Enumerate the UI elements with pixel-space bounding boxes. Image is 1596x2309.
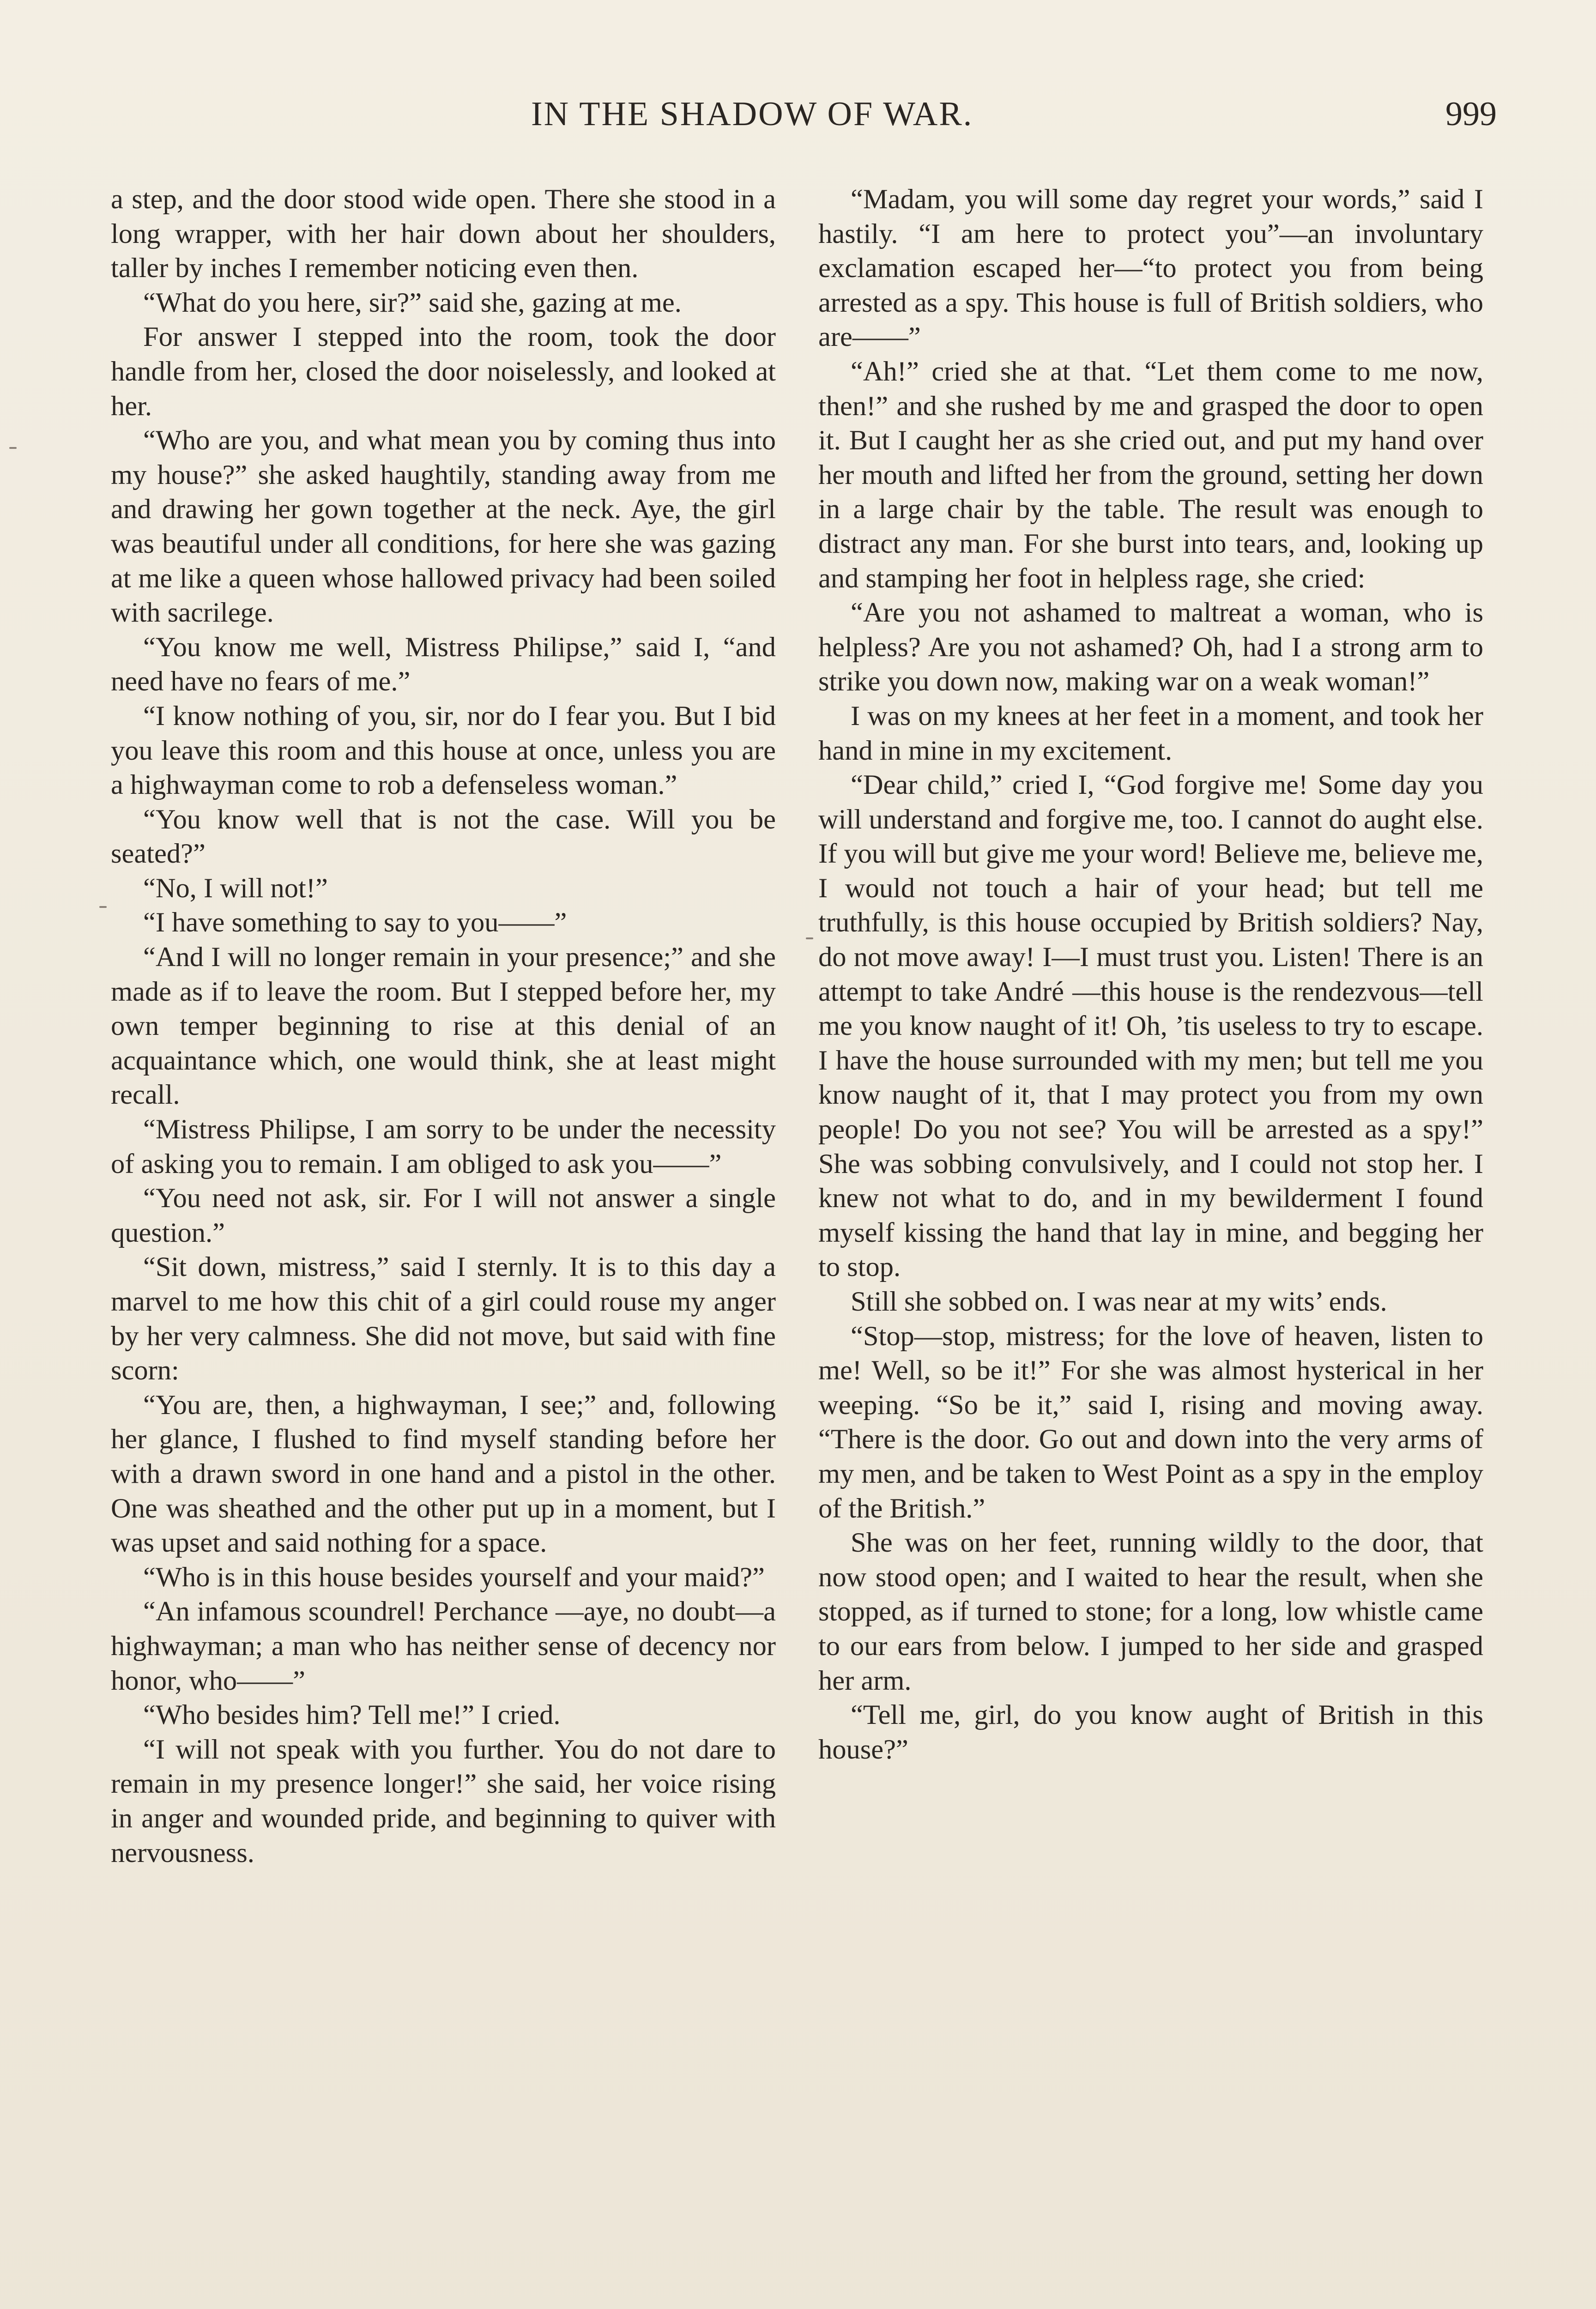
paragraph: She was on her feet, running wildly to the door, that now stood open; and I waited to hear the result, when she stopped, as if turned to stone; for a long, low whistle came to our ears from below. I jumped to her side and grasped her arm. <box>818 1527 1483 1696</box>
paragraph: “Who is in this house besides yourself and your maid?” <box>143 1561 765 1593</box>
paragraph: “Stop—stop, mistress; for the love of heaven, listen to me! Well, so be it!” For she was almost hysterical in her weeping. “So be it,” said I, rising and moving away. “There is the door. Go out and down into the very arms of my men, and be taken to West Point as a spy in the employ of the British.” <box>818 1320 1483 1524</box>
paragraph: “Sit down, mistress,” said I sternly. It is to this day a marvel to me how this chit of a girl could rouse my anger by her very calmness. She did not move, but said with fine scorn: <box>111 1251 776 1386</box>
paragraph: “And I will no longer remain in your presence;” and she made as if to leave the room. But I stepped before her, my own temper beginning to rise at this denial of an acquaintance which, one would think, she at least might recall. <box>111 942 776 1111</box>
paragraph: “What do you here, sir?” said she, gazing at me. <box>143 287 682 318</box>
paragraph: “Ah!” cried she at that. “Let them come to me now, then!” and she rushed by me and grasped the door to open it. But I caught her as she cried out, and put my hand over her mouth and lifted her from the ground, setting her down in a large chair by the table. The result was enough to distract any man. For she burst into tears, and, looking up and stamping her foot in helpless rage, she cried: <box>818 356 1483 594</box>
paragraph: “Who are you, and what mean you by coming thus into my house?” she asked haughtily, standing away from me and drawing her gown together at the neck. Aye, the girl was beautiful under all conditions, for here she was gazing at me like a queen whose hallowed privacy had been soiled with sacrilege. <box>111 425 776 629</box>
margin-speck <box>9 447 17 449</box>
paragraph: “Madam, you will some day regret your words,” said I hastily. “I am here to protect you”—an involuntary exclamation escaped her—“to protect you from being arrested as a spy. This house is full of British soldiers, who are——” <box>818 184 1483 353</box>
paragraph: “You need not ask, sir. For I will not answer a single question.” <box>111 1183 776 1248</box>
margin-speck <box>806 937 813 939</box>
left-column <box>111 182 776 1870</box>
running-title: IN THE SHADOW OF WAR. <box>531 95 973 133</box>
paragraph: “Mistress Philipse, I am sorry to be under the necessity of asking you to remain. I am obliged to ask you——” <box>111 1114 776 1179</box>
paragraph: “I know nothing of you, sir, nor do I fear you. But I bid you leave this room and this house at once, unless you are a highwayman come to rob a defenseless woman.” <box>111 700 776 801</box>
paragraph: “Dear child,” cried I, “God forgive me! Some day you will understand and forgive me, too. I cannot do aught else. If you will but give me your word! Believe me, believe me, I would not touch a hair of your head; but tell me truthfully, is this house occupied by British soldiers? Nay, do not move away! I—I must trust you. Listen! There is an attempt to take André —this house is the rendezvous—tell me you know naught of it! Oh, ’tis useless to try to escape. I have the house surrounded with my men; but tell me you know naught of it, that I may protect you from my own people! Do you not see? You will be arrested as a spy!” She was sobbing convulsively, and I could not stop her. I knew not what to do, and in my bewilderment I found myself kissing the hand that lay in mine, and begging her to stop. <box>818 769 1483 1283</box>
paragraph: “I will not speak with you further. You do not dare to remain in my presence longer!” she said, her voice rising in anger and wounded pride, and beginning to quiver with nervousness. <box>111 1734 776 1868</box>
right-column <box>818 182 1483 1767</box>
page-number: 999 <box>1445 95 1497 133</box>
paragraph: For answer I stepped into the room, took the door handle from her, closed the door noiselessly, and looked at her. <box>111 321 776 422</box>
paragraph: “Who besides him? Tell me!” I cried. <box>143 1699 561 1731</box>
paragraph: a step, and the door stood wide open. There she stood in a long wrapper, with her hair down about her shoulders, taller by inches I remember noticing even then. <box>111 184 776 284</box>
paragraph: “You know well that is not the case. Will you be seated?” <box>111 804 776 870</box>
paragraph: I was on my knees at her feet in a moment, and took her hand in mine in my excitement. <box>818 700 1483 766</box>
margin-speck <box>99 906 107 908</box>
paragraph: “Are you not ashamed to maltreat a woman, who is helpless? Are you not ashamed? Oh, had I a strong arm to strike you down now, making war on a weak woman!” <box>818 597 1483 697</box>
paragraph: “An infamous scoundrel! Perchance —aye, no doubt—a highwayman; a man who has neither sense of decency nor honor, who——” <box>111 1596 776 1696</box>
paragraph: “No, I will not!” <box>143 872 328 904</box>
paragraph: Still she sobbed on. I was near at my wits’ ends. <box>851 1286 1387 1317</box>
paragraph: “Tell me, girl, do you know aught of British in this house?” <box>818 1699 1483 1765</box>
page-header <box>0 95 1596 145</box>
paragraph: “You know me well, Mistress Philipse,” said I, “and need have no fears of me.” <box>111 631 776 697</box>
paragraph: “I have something to say to you——” <box>143 907 567 938</box>
paragraph: “You are, then, a highwayman, I see;” and, following her glance, I flushed to find myself standing before her with a drawn sword in one hand and a pistol in the other. One was sheathed and the other put up in a moment, but I was upset and said nothing for a space. <box>111 1389 776 1559</box>
